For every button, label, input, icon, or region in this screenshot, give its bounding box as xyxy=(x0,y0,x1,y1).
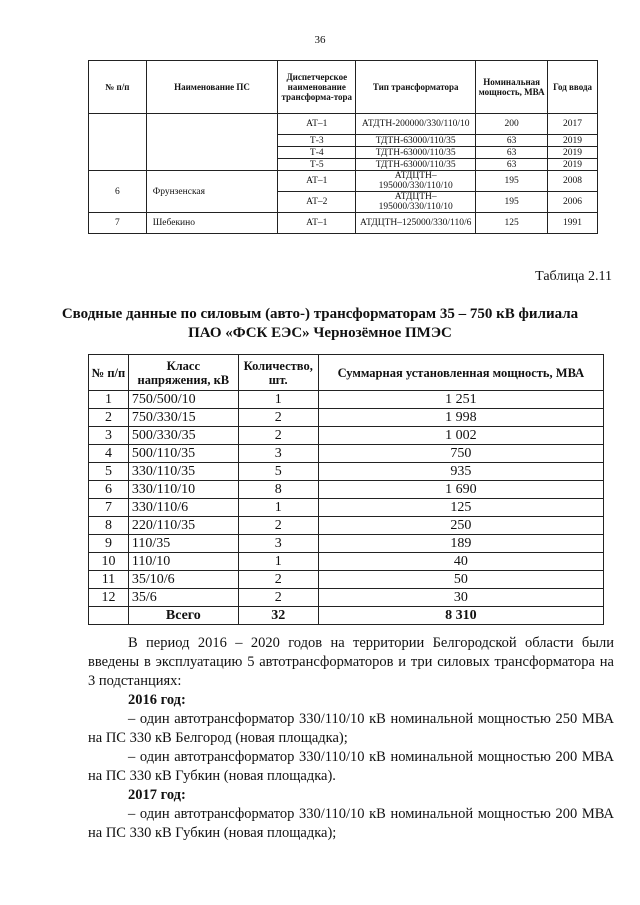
cell-total-power: 50 xyxy=(318,571,603,589)
cell-type: АТДЦТН–195000/330/110/10 xyxy=(356,171,476,192)
cell-num: 7 xyxy=(89,213,147,234)
table-row xyxy=(89,391,604,409)
cell-num: 12 xyxy=(89,589,129,607)
table-row xyxy=(89,213,598,234)
cell-total-power: 1 998 xyxy=(318,409,603,427)
cell-voltage-class: 35/10/6 xyxy=(128,571,238,589)
cell-year: 2008 xyxy=(548,171,598,192)
cell-disp: Т-3 xyxy=(278,135,356,147)
cell-num: 1 xyxy=(89,391,129,409)
list-item: – один автотрансформатор 330/110/10 кВ номинальной мощностью 250 МВА на ПС 330 кВ Белгород (новая площадка); xyxy=(88,711,614,746)
transformer-table-continued xyxy=(88,60,598,234)
cell-power: 200 xyxy=(476,114,548,135)
cell-year: 2019 xyxy=(548,147,598,159)
table-row xyxy=(89,499,604,517)
intro-paragraph: В период 2016 – 2020 годов на территории Белгородской области были введены в эксплуатацию 5 автотрансформаторов и три силовых трансформатора на 3 подстанциях: xyxy=(88,635,614,689)
table-row xyxy=(89,589,604,607)
cell-num: 8 xyxy=(89,517,129,535)
cell-name xyxy=(146,114,278,171)
column-header: Номинальная мощность, МВА xyxy=(476,61,548,114)
cell-total-power: 1 002 xyxy=(318,427,603,445)
page-number: 36 xyxy=(314,34,326,46)
cell-power: 63 xyxy=(476,147,548,159)
cell-disp: Т-5 xyxy=(278,159,356,171)
table-row xyxy=(89,427,604,445)
cell-year: 2019 xyxy=(548,159,598,171)
cell-year: 2019 xyxy=(548,135,598,147)
table-row xyxy=(89,171,598,192)
table-row xyxy=(89,553,604,571)
column-header: Год ввода xyxy=(548,61,598,114)
cell-type: АТДТН-200000/330/110/10 xyxy=(356,114,476,135)
cell-num xyxy=(89,114,147,171)
cell-power: 195 xyxy=(476,171,548,192)
cell-voltage-class: 110/35 xyxy=(128,535,238,553)
table-row xyxy=(89,114,598,135)
cell-type: ТДТН-63000/110/35 xyxy=(356,147,476,159)
cell-num: 11 xyxy=(89,571,129,589)
cell-power: 195 xyxy=(476,192,548,213)
cell-voltage-class: 750/500/10 xyxy=(128,391,238,409)
column-header: Наименование ПС xyxy=(146,61,278,114)
cell-total-power: 1 251 xyxy=(318,391,603,409)
cell-total-power: 8 310 xyxy=(318,607,603,625)
cell-total-power: 30 xyxy=(318,589,603,607)
cell-num: 7 xyxy=(89,499,129,517)
cell-total-power: 1 690 xyxy=(318,481,603,499)
cell-voltage-class: 330/110/35 xyxy=(128,463,238,481)
cell-voltage-class: 330/110/10 xyxy=(128,481,238,499)
table-header-row xyxy=(89,355,604,391)
table-title: Сводные данные по силовым (авто-) трансформаторам 35 – 750 кВ филиала ПАО «ФСК ЕЭС» Чернозёмное ПМЭС xyxy=(61,306,579,341)
cell-quantity: 2 xyxy=(238,409,318,427)
cell-quantity: 3 xyxy=(238,535,318,553)
cell-quantity: 2 xyxy=(238,427,318,445)
cell-type: ТДТН-63000/110/35 xyxy=(356,159,476,171)
cell-voltage-class: 330/110/6 xyxy=(128,499,238,517)
cell-voltage-class: 500/330/35 xyxy=(128,427,238,445)
table-row xyxy=(89,463,604,481)
cell-quantity: 2 xyxy=(238,571,318,589)
table-row xyxy=(89,535,604,553)
cell-year: 2006 xyxy=(548,192,598,213)
cell-num: 6 xyxy=(89,171,147,213)
table-header-row xyxy=(89,61,598,114)
cell-disp: Т-4 xyxy=(278,147,356,159)
cell-name: Фрунзенская xyxy=(146,171,278,213)
cell-type: АТДЦТН–125000/330/110/6 xyxy=(356,213,476,234)
column-header: Класс напряжения, кВ xyxy=(128,355,238,391)
cell-year: 1991 xyxy=(548,213,598,234)
table-row xyxy=(89,409,604,427)
column-header: Диспетчерское наименование трансформа-тора xyxy=(278,61,356,114)
cell-total-power: 250 xyxy=(318,517,603,535)
cell-num: 6 xyxy=(89,481,129,499)
cell-type: ТДТН-63000/110/35 xyxy=(356,135,476,147)
cell-num: 2 xyxy=(89,409,129,427)
cell-quantity: 1 xyxy=(238,553,318,571)
table-row xyxy=(89,481,604,499)
cell-quantity: 5 xyxy=(238,463,318,481)
cell-num: 4 xyxy=(89,445,129,463)
cell-power: 63 xyxy=(476,135,548,147)
cell-quantity: 1 xyxy=(238,391,318,409)
cell-total-power: 125 xyxy=(318,499,603,517)
year-2016-heading: 2016 год: xyxy=(128,692,186,708)
cell-quantity: 8 xyxy=(238,481,318,499)
column-header: Количество, шт. xyxy=(238,355,318,391)
column-header: № п/п xyxy=(89,61,147,114)
summary-table xyxy=(88,354,604,625)
cell-disp: АТ–2 xyxy=(278,192,356,213)
cell-num: 5 xyxy=(89,463,129,481)
cell-power: 125 xyxy=(476,213,548,234)
cell-voltage-class: 500/110/35 xyxy=(128,445,238,463)
cell-total-power: 40 xyxy=(318,553,603,571)
cell-disp: АТ–1 xyxy=(278,213,356,234)
cell-quantity: 2 xyxy=(238,517,318,535)
list-item: – один автотрансформатор 330/110/10 кВ номинальной мощностью 200 МВА на ПС 330 кВ Губкин (новая площадка); xyxy=(88,806,614,841)
cell-num: 9 xyxy=(89,535,129,553)
cell-voltage-class: 35/6 xyxy=(128,589,238,607)
table-total-row xyxy=(89,607,604,625)
cell-type: АТДЦТН–195000/330/110/10 xyxy=(356,192,476,213)
list-item: – один автотрансформатор 330/110/10 кВ номинальной мощностью 200 МВА на ПС 330 кВ Губкин (новая площадка). xyxy=(88,749,614,784)
cell-name: Шебекино xyxy=(146,213,278,234)
cell-total-power: 189 xyxy=(318,535,603,553)
table-row xyxy=(89,445,604,463)
cell-total-label: Всего xyxy=(128,607,238,625)
table-row xyxy=(89,571,604,589)
cell-quantity: 1 xyxy=(238,499,318,517)
year-2017-heading: 2017 год: xyxy=(128,787,186,803)
cell-num: 10 xyxy=(89,553,129,571)
cell-voltage-class: 750/330/15 xyxy=(128,409,238,427)
cell-num xyxy=(89,607,129,625)
cell-disp: АТ–1 xyxy=(278,171,356,192)
column-header: Тип трансформатора xyxy=(356,61,476,114)
cell-voltage-class: 220/110/35 xyxy=(128,517,238,535)
table-row xyxy=(89,517,604,535)
cell-total-power: 750 xyxy=(318,445,603,463)
table-label: Таблица 2.11 xyxy=(535,269,612,284)
column-header: № п/п xyxy=(89,355,129,391)
cell-quantity: 3 xyxy=(238,445,318,463)
cell-quantity: 2 xyxy=(238,589,318,607)
cell-total-power: 935 xyxy=(318,463,603,481)
cell-voltage-class: 110/10 xyxy=(128,553,238,571)
cell-year: 2017 xyxy=(548,114,598,135)
cell-disp: АТ–1 xyxy=(278,114,356,135)
cell-power: 63 xyxy=(476,159,548,171)
cell-num: 3 xyxy=(89,427,129,445)
column-header: Суммарная установленная мощность, МВА xyxy=(318,355,603,391)
cell-total-quantity: 32 xyxy=(238,607,318,625)
